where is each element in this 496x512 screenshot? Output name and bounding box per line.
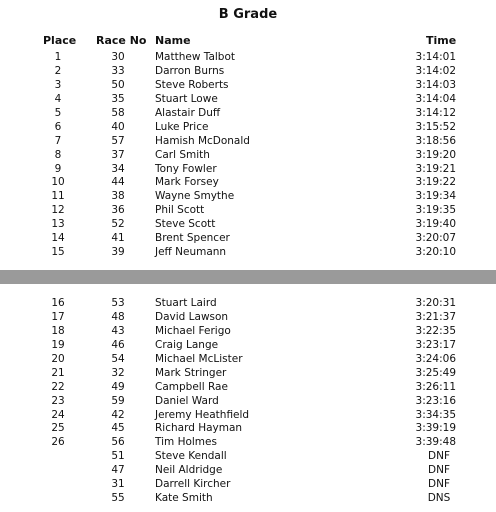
- race-no-cell: 39: [111, 246, 125, 259]
- time-cell: 3:15:52: [415, 120, 456, 133]
- place-cell: 16: [51, 297, 65, 309]
- place-cell: 3: [54, 78, 62, 91]
- name-cell: Alastair Duff: [155, 106, 221, 119]
- table-row: [0, 92, 496, 106]
- place-cell: 6: [54, 120, 62, 133]
- table-row: [0, 50, 496, 64]
- race-no-cell: 57: [111, 134, 125, 147]
- table-row: [0, 134, 496, 148]
- name-cell: Craig Lange: [155, 338, 219, 351]
- time-cell: 3:20:31: [415, 297, 456, 309]
- race-no-cell: 46: [111, 338, 125, 351]
- race-no-cell: 50: [111, 78, 125, 91]
- name-cell: Campbell Rae: [155, 380, 228, 393]
- race-no-cell: 42: [111, 408, 125, 421]
- race-no-cell: 45: [111, 422, 125, 435]
- results-group-1: [0, 50, 496, 259]
- name-cell: Michael McLister: [155, 352, 243, 365]
- place-cell: 10: [51, 176, 65, 189]
- table-row: [0, 394, 496, 408]
- table-row: [0, 78, 496, 92]
- table-row: [0, 245, 496, 259]
- name-cell: Jeremy Heathfield: [155, 408, 250, 421]
- race-no-cell: 56: [111, 436, 125, 449]
- place-cell: 9: [54, 162, 62, 175]
- name-cell: Steve Roberts: [155, 78, 229, 91]
- time-cell: 3:19:34: [415, 190, 456, 203]
- race-no-cell: 41: [111, 232, 125, 245]
- time-cell: 3:39:19: [415, 422, 456, 435]
- table-row: [0, 120, 496, 134]
- column-header-race-no: Race No: [96, 34, 147, 47]
- time-cell: 3:34:35: [415, 408, 456, 421]
- name-cell: Daniel Ward: [155, 394, 219, 407]
- race-no-cell: 58: [111, 106, 125, 119]
- time-cell: 3:25:49: [415, 366, 456, 379]
- table-row: [0, 366, 496, 380]
- race-no-cell: 32: [111, 366, 125, 379]
- race-no-cell: 30: [111, 51, 125, 63]
- place-cell: 12: [51, 204, 65, 217]
- table-row: [0, 296, 496, 310]
- table-row: [0, 203, 496, 217]
- race-no-cell: 34: [111, 162, 125, 175]
- race-no-cell: 33: [111, 64, 125, 77]
- name-cell: Matthew Talbot: [155, 51, 236, 63]
- table-row: [0, 477, 496, 491]
- time-cell: 3:23:16: [415, 394, 456, 407]
- name-cell: Stuart Lowe: [155, 92, 218, 105]
- time-cell: 3:14:12: [415, 106, 456, 119]
- name-cell: Neil Aldridge: [155, 464, 223, 477]
- time-cell: 3:18:56: [415, 134, 456, 147]
- name-cell: Wayne Smythe: [155, 190, 235, 203]
- table-row: [0, 435, 496, 449]
- time-cell: 3:39:48: [415, 436, 456, 449]
- table-row: [0, 217, 496, 231]
- name-cell: Steve Kendall: [155, 450, 227, 463]
- table-row: [0, 421, 496, 435]
- name-cell: Mark Stringer: [155, 366, 227, 379]
- race-no-cell: 47: [111, 464, 125, 477]
- race-no-cell: 49: [111, 380, 125, 393]
- time-cell: 3:21:37: [415, 310, 456, 323]
- table-row: [0, 64, 496, 78]
- name-cell: Tony Fowler: [155, 162, 217, 175]
- table-row: [0, 380, 496, 394]
- place-cell: 19: [51, 338, 65, 351]
- place-cell: 2: [54, 64, 62, 77]
- race-no-cell: 51: [111, 450, 125, 463]
- time-cell: 3:20:07: [415, 232, 456, 245]
- race-no-cell: 54: [111, 352, 125, 365]
- table-row: [0, 162, 496, 176]
- name-cell: Hamish McDonald: [155, 134, 250, 147]
- table-row: [0, 231, 496, 245]
- name-cell: Stuart Laird: [155, 297, 217, 309]
- name-cell: Richard Hayman: [155, 422, 243, 435]
- race-no-cell: 43: [111, 324, 125, 337]
- column-header-name: Name: [155, 34, 191, 47]
- time-cell: 3:19:21: [415, 162, 456, 175]
- table-row: [0, 106, 496, 120]
- time-cell: 3:14:01: [415, 51, 456, 63]
- name-cell: Darron Burns: [155, 64, 225, 77]
- place-cell: 15: [51, 246, 65, 259]
- place-cell: 20: [51, 352, 65, 365]
- name-cell: Tim Holmes: [155, 436, 217, 449]
- time-cell: 3:26:11: [415, 380, 456, 393]
- time-cell: 3:20:10: [415, 246, 456, 259]
- name-cell: Darrell Kircher: [155, 478, 231, 491]
- place-cell: 13: [51, 218, 65, 231]
- race-no-cell: 53: [111, 297, 125, 309]
- table-row: [0, 491, 496, 505]
- time-cell: 3:24:06: [415, 352, 456, 365]
- time-cell: 3:19:35: [415, 204, 456, 217]
- place-cell: 4: [54, 92, 62, 105]
- table-row: [0, 352, 496, 366]
- name-cell: Jeff Neumann: [155, 246, 227, 259]
- time-cell: 3:22:35: [415, 324, 456, 337]
- place-cell: 18: [51, 324, 65, 337]
- table-row: [0, 189, 496, 203]
- race-no-cell: 31: [111, 478, 125, 491]
- time-cell: DNS: [427, 492, 451, 505]
- time-cell: 3:19:22: [415, 176, 456, 189]
- time-cell: 3:14:03: [415, 78, 456, 91]
- race-no-cell: 55: [111, 492, 125, 505]
- table-row: [0, 324, 496, 338]
- place-cell: 5: [54, 106, 62, 119]
- place-cell: 7: [54, 134, 62, 147]
- table-row: [0, 175, 496, 189]
- time-cell: DNF: [428, 478, 450, 491]
- page-title: B Grade: [218, 7, 278, 22]
- table-row: [0, 408, 496, 422]
- time-cell: DNF: [428, 464, 450, 477]
- place-cell: 17: [51, 310, 65, 323]
- race-no-cell: 48: [111, 310, 125, 323]
- place-cell: 14: [51, 232, 65, 245]
- time-cell: 3:19:40: [415, 218, 456, 231]
- name-cell: Phil Scott: [155, 204, 205, 217]
- race-no-cell: 37: [111, 148, 125, 161]
- race-no-cell: 44: [111, 176, 125, 189]
- table-row: [0, 449, 496, 463]
- name-cell: Luke Price: [155, 120, 209, 133]
- place-cell: 25: [51, 422, 65, 435]
- table-row: [0, 310, 496, 324]
- place-cell: 22: [51, 380, 65, 393]
- name-cell: Michael Ferigo: [155, 324, 231, 337]
- time-cell: 3:19:20: [415, 148, 456, 161]
- place-cell: 11: [51, 190, 65, 203]
- name-cell: David Lawson: [155, 310, 229, 323]
- place-cell: 1: [54, 51, 62, 63]
- place-cell: 24: [51, 408, 65, 421]
- name-cell: Steve Scott: [155, 218, 216, 231]
- time-cell: DNF: [428, 450, 450, 463]
- table-row: [0, 148, 496, 162]
- race-no-cell: 59: [111, 394, 125, 407]
- name-cell: Carl Smith: [155, 148, 210, 161]
- race-no-cell: 38: [111, 190, 125, 203]
- race-no-cell: 35: [111, 92, 125, 105]
- table-row: [0, 463, 496, 477]
- time-cell: 3:14:04: [415, 92, 456, 105]
- results-group-2: [0, 296, 496, 505]
- race-no-cell: 52: [111, 218, 125, 231]
- name-cell: Brent Spencer: [155, 232, 230, 245]
- time-cell: 3:23:17: [415, 338, 456, 351]
- place-cell: 8: [54, 148, 62, 161]
- name-cell: Kate Smith: [155, 492, 213, 505]
- column-header-place: Place: [43, 34, 77, 47]
- time-cell: 3:14:02: [415, 64, 456, 77]
- table-row: [0, 338, 496, 352]
- place-cell: 23: [51, 394, 65, 407]
- place-cell: 21: [51, 366, 65, 379]
- section-divider: [0, 270, 496, 284]
- column-header-time: Time: [426, 34, 457, 47]
- race-no-cell: 40: [111, 120, 125, 133]
- name-cell: Mark Forsey: [155, 176, 219, 189]
- place-cell: 26: [51, 436, 65, 449]
- race-no-cell: 36: [111, 204, 125, 217]
